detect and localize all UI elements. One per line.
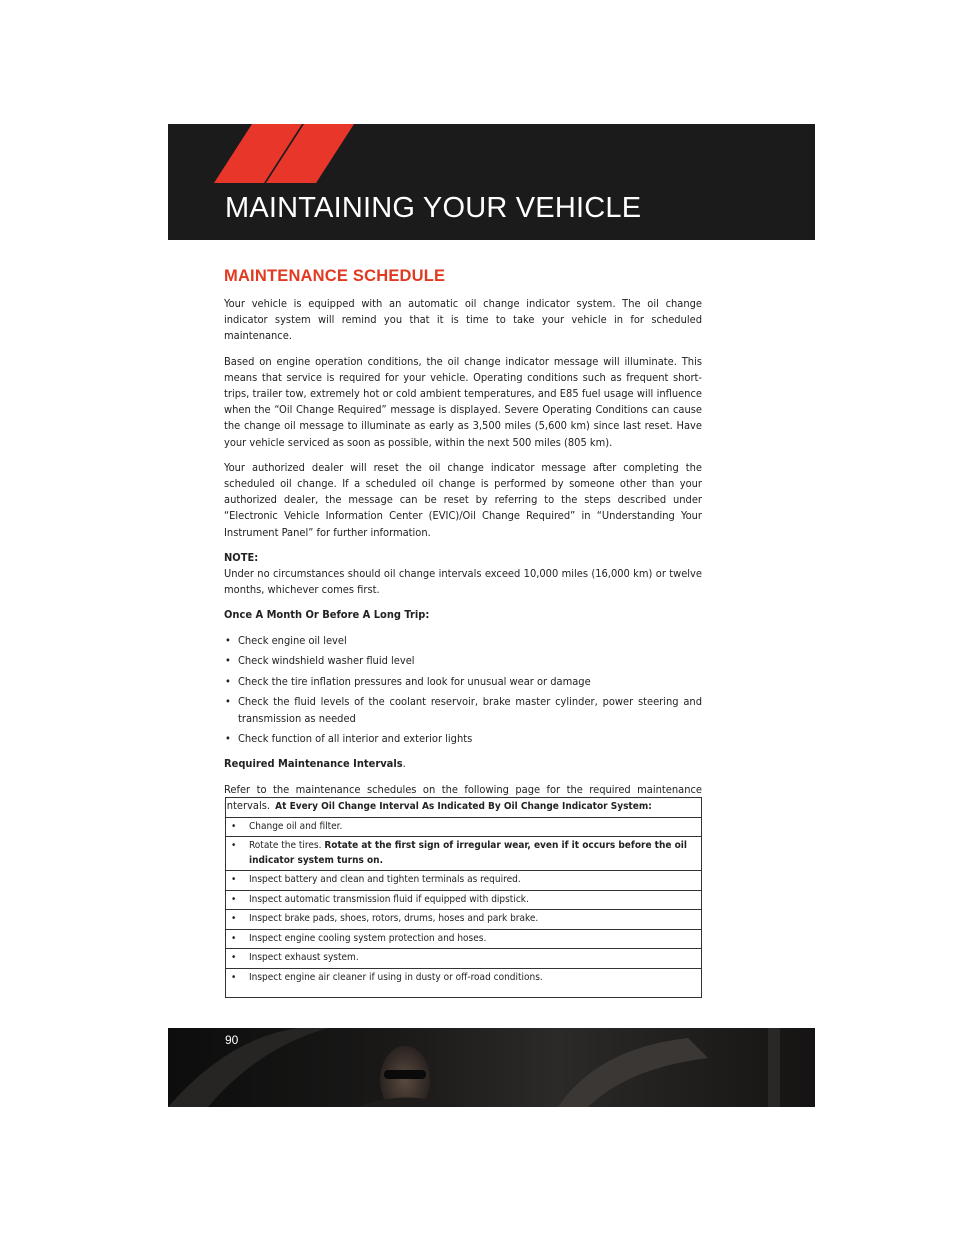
table-header-row: [226, 798, 702, 818]
table-row: [226, 890, 702, 910]
bullet: •: [231, 820, 237, 832]
page-number: 90: [225, 1033, 239, 1047]
required-heading: Required Maintenance Intervals: [224, 757, 403, 771]
oil-change-schedule-table: [225, 797, 702, 998]
table-cell: Inspect battery and clean and tighten terminals as required.: [249, 874, 521, 885]
bullet: •: [231, 971, 237, 983]
bullet: •: [231, 932, 237, 944]
list-item: • Check function of all interior and exterior lights: [224, 731, 702, 747]
paragraph-conditions: Based on engine operation conditions, the oil change indicator message will illuminate. This means that service is required for your vehicle. Operating conditions such as frequent short-trips, trailer tow, extremely hot or cold ambient temperatures, and E85 fuel usage will influence when the “Oil Change Required” message is displayed. Severe Operating Conditions can cause the change oil message to illuminate as early as 3,500 miles (5,600 km) since last reset. Have your vehicle serviced as soon as possible, within the next 500 miles (805 km).: [224, 354, 702, 449]
table-cell: Inspect brake pads, shoes, rotors, drums, hoses and park brake.: [249, 913, 539, 924]
table-cell: Rotate the tires.: [249, 840, 325, 851]
table-header: At Every Oil Change Interval As Indicated By Oil Change Indicator System:: [226, 798, 702, 818]
note-text: Under no circumstances should oil change intervals exceed 10,000 miles (16,000 km) or twelve months, whichever comes first.: [224, 567, 702, 597]
paragraph-dealer: Your authorized dealer will reset the oil change indicator message after completing the scheduled oil change. If a scheduled oil change is performed by someone other than your authorized dealer, the message can be reset by referring to the steps described under “Electronic Vehicle Information Center (EVIC)/Oil Change Required” in “Understanding Your Instrument Panel” for further information.: [224, 460, 702, 539]
required-heading-period: .: [402, 757, 406, 771]
chapter-title: MAINTAINING YOUR VEHICLE: [225, 192, 642, 224]
table-row: [226, 817, 702, 837]
bullet: •: [231, 840, 237, 851]
bullet: •: [231, 952, 237, 963]
table-row: [226, 929, 702, 949]
table-cell: Inspect engine cooling system protection and hoses.: [249, 932, 487, 944]
paragraph-intro: Your vehicle is equipped with an automatic oil change indicator system. The oil change indicator system will remind you that it is time to take your vehicle in for scheduled maintenance.: [224, 297, 702, 343]
list-item: • Check windshield washer fluid level: [224, 653, 702, 669]
footer-photo-image: [168, 1028, 815, 1107]
table-row: [226, 871, 702, 891]
table-row: [226, 949, 702, 969]
table-cell: Inspect engine air cleaner if using in dusty or off-road conditions.: [249, 971, 543, 983]
table-cell: Inspect exhaust system.: [249, 952, 359, 963]
main-content: [224, 267, 702, 823]
required-heading-line: [224, 756, 702, 772]
page-footer-photo: [168, 1028, 815, 1107]
table-cell-bold: Rotate at the first sign of irregular wear, even if it occurs before the oil indicator system turns on.: [249, 840, 687, 866]
bullet: •: [231, 913, 237, 924]
page-header: [168, 124, 815, 240]
monthly-heading: Once A Month Or Before A Long Trip:: [224, 608, 430, 622]
list-item: • Check the tire inflation pressures and look for unusual wear or damage: [224, 674, 702, 690]
table-row: [226, 968, 702, 997]
monthly-checklist: [224, 633, 702, 748]
table-cell: Inspect automatic transmission fluid if equipped with dipstick.: [249, 893, 529, 905]
table-row: [226, 837, 702, 871]
required-text: Refer to the maintenance schedules on the following page for the required maintenance intervals.: [224, 782, 702, 812]
section-title: MAINTENANCE SCHEDULE: [224, 267, 446, 285]
list-item: • Check engine oil level: [224, 633, 702, 649]
brand-stripes-logo: [214, 124, 354, 184]
bullet: •: [231, 893, 237, 905]
bullet: •: [231, 874, 237, 885]
list-item: • Check the fluid levels of the coolant reservoir, brake master cylinder, power steering and transmission as needed: [224, 694, 702, 726]
note-label: NOTE:: [224, 550, 259, 564]
table-row: [226, 910, 702, 930]
table-cell: Change oil and filter.: [249, 820, 343, 832]
